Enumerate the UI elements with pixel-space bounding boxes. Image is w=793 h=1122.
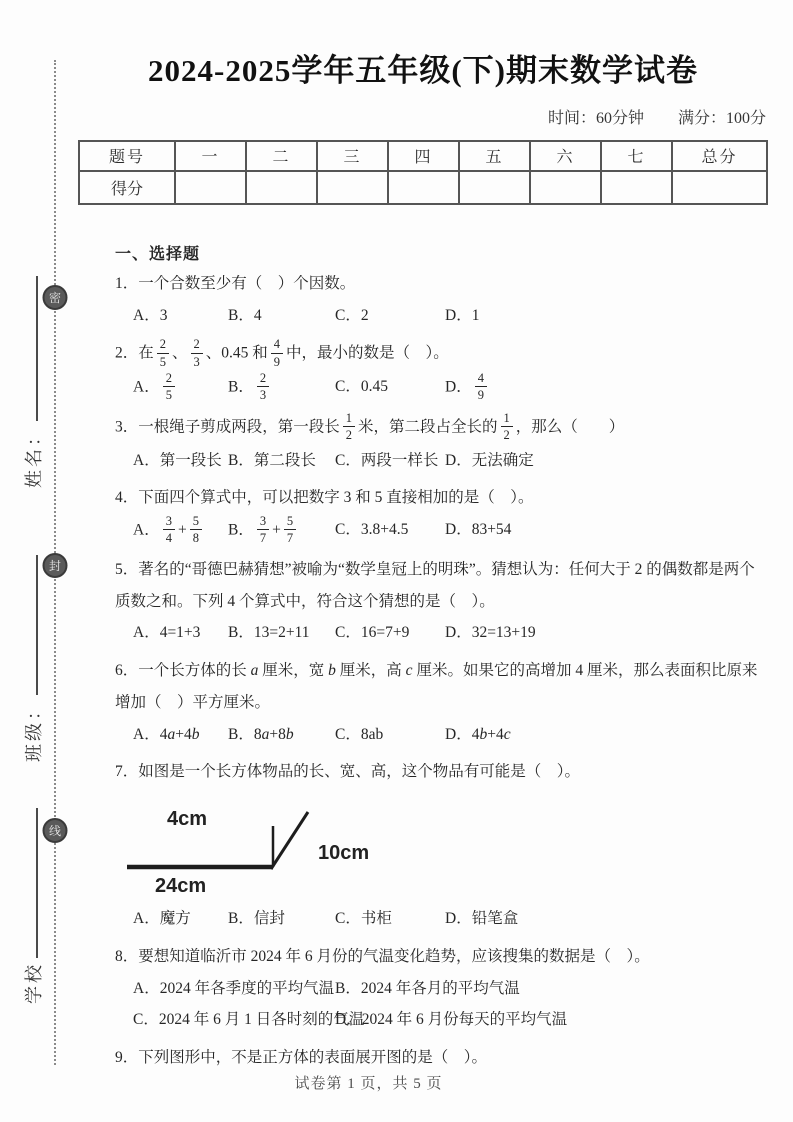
score-table-header-cell: 六	[530, 141, 601, 171]
question-8-option-b: B．2024 年各月的平均气温	[335, 979, 520, 997]
question-5-options	[133, 617, 768, 649]
name-field-label: 姓名：	[24, 425, 44, 488]
score-cell	[246, 171, 317, 204]
seal-stamp-xian: 线	[43, 818, 68, 843]
fraction: $\frac{2}{5}$	[157, 337, 169, 369]
question-5-option-c: C．16=7+9	[335, 624, 410, 642]
score-table-header-cell: 四	[388, 141, 459, 171]
full-score-label: 满分：100分	[677, 109, 766, 127]
question-1-option-d: D．1	[445, 306, 480, 324]
score-cell	[175, 171, 246, 204]
question-3-stem: 3．一根绳子剪成两段，第一段长 $\frac{1}{2}$ 米，第二段占全长的 $\frac{1}{2}$ ，那么（ ）	[115, 410, 625, 443]
class-field-label: 班级：	[24, 699, 44, 762]
seal-stamp-feng: 封	[43, 553, 68, 578]
score-table-header-cell: 五	[459, 141, 530, 171]
class-blank-line	[34, 555, 38, 695]
question-9-stem: 9．下列图形中，不是正方体的表面展开图的是（ ）。	[115, 1049, 488, 1067]
question-1-option-a: A．3	[133, 306, 168, 324]
fraction: $\frac{4}{9}$	[475, 371, 487, 403]
fraction: $\frac{3}{4}$	[163, 514, 175, 546]
question-3-options	[133, 445, 768, 477]
question-8-stem: 8．要想知道临沂市 2024 年 6 月份的气温变化趋势，应该搜集的数据是（ ）。	[115, 947, 650, 965]
question-4-option-d: D．83+54	[445, 521, 512, 539]
fraction: $\frac{5}{8}$	[190, 514, 202, 546]
name-field	[20, 276, 46, 488]
school-field	[20, 808, 46, 1004]
multiple-choice-section	[78, 241, 768, 1074]
score-table-score-row	[79, 171, 767, 204]
score-table-header-cell: 一	[175, 141, 246, 171]
question-7-dimension-figure	[121, 796, 411, 896]
question-7-option-b: B．信封	[228, 910, 285, 928]
question-9	[115, 1042, 768, 1074]
question-2	[115, 337, 768, 405]
question-3-option-c: C．两段一样长	[335, 451, 439, 469]
question-6-option-d: D．4b+4c	[445, 725, 511, 743]
question-6	[115, 655, 768, 750]
question-7-stem: 7．如图是一个长方体物品的长、宽、高，这个物品有可能是（ ）。	[115, 763, 581, 781]
question-4	[115, 482, 768, 548]
figure-label-4cm: 4cm	[167, 808, 208, 831]
question-5-option-d: D．32=13+19	[445, 624, 536, 642]
question-7-options	[133, 903, 768, 935]
fraction: $\frac{2}{3}$	[257, 371, 269, 403]
question-7-option-d: D．铅笔盒	[445, 910, 519, 928]
fraction: $\frac{3}{7}$	[257, 514, 269, 546]
question-3	[115, 411, 768, 477]
question-1-option-b: B．4	[228, 306, 262, 324]
figure-height-line	[271, 812, 308, 869]
section-title: 一、选择题	[115, 245, 201, 263]
question-2-option-d: D． $\frac{4}{9}$	[445, 371, 768, 405]
time-limit-label: 时间：60分钟	[547, 109, 644, 127]
score-cell	[459, 171, 530, 204]
score-cell	[601, 171, 672, 204]
question-1-stem: 1．一个合数至少有（ ）个因数。	[115, 274, 356, 292]
main-content	[78, 52, 768, 1074]
question-5-option-b: B．13=2+11	[228, 624, 310, 642]
question-4-option-b: B． $\frac{3}{7}$ + $\frac{5}{7}$	[228, 514, 335, 548]
page-title: 2024-2025学年五年级(下)期末数学试卷	[148, 53, 698, 88]
score-row-label: 得分	[79, 171, 175, 204]
question-2-option-b: B． $\frac{2}{3}$	[228, 371, 335, 405]
school-blank-line	[34, 808, 38, 958]
fraction: $\frac{2}{5}$	[163, 371, 175, 403]
score-cell	[317, 171, 388, 204]
fraction: $\frac{2}{3}$	[191, 337, 203, 369]
name-blank-line	[34, 276, 38, 421]
exam-info-line	[78, 105, 768, 128]
question-6-stem: 6．一个长方体的长 a 厘米，宽 b 厘米，高 c 厘米。如果它的高增加 4 厘米，那么表面积比原来增加（ ）平方厘米。	[115, 662, 758, 711]
question-7-option-c: C．书柜	[335, 910, 392, 928]
question-4-stem: 4．下面四个算式中，可以把数字 3 和 5 直接相加的是（ ）。	[115, 489, 534, 507]
fraction: $\frac{1}{2}$	[343, 411, 355, 443]
question-2-option-a: A． $\frac{2}{5}$	[133, 371, 228, 405]
fraction: $\frac{4}{9}$	[271, 337, 283, 369]
score-table-header-cell: 二	[246, 141, 317, 171]
question-1-option-c: C．2	[335, 306, 369, 324]
fraction: $\frac{1}{2}$	[501, 411, 513, 443]
score-table-header-cell: 七	[601, 141, 672, 171]
score-table-header-cell: 三	[317, 141, 388, 171]
question-2-option-c: C．0.45	[335, 378, 388, 396]
question-6-option-a: A．4a+4b	[133, 725, 200, 743]
score-cell	[530, 171, 601, 204]
question-4-option-c: C．3.8+4.5	[335, 521, 409, 539]
question-6-option-b: B．8a+8b	[228, 725, 294, 743]
question-1	[115, 268, 768, 332]
score-table-header-cell: 总分	[672, 141, 767, 171]
question-2-stem: 2．在 $\frac{2}{5}$ 、 $\frac{2}{3}$ 、0.45 和 $\frac{4}{9}$ 中，最小的数是（ ）。	[115, 337, 449, 369]
question-4-options	[133, 514, 768, 548]
question-7-option-a: A．魔方	[133, 910, 191, 928]
figure-label-24cm: 24cm	[155, 875, 207, 897]
score-cell	[672, 171, 767, 204]
question-5-stem: 5．著名的“哥德巴赫猜想”被喻为“数学皇冠上的明珠”。猜想认为：任何大于 2 的偶数都是两个质数之和。下列 4 个算式中，符合这个猜想的是（ ）。	[115, 560, 755, 610]
question-3-option-d: D．无法确定	[445, 451, 534, 469]
score-table-header-row	[79, 141, 767, 171]
figure-label-10cm: 10cm	[318, 842, 370, 865]
question-8-options	[133, 973, 768, 1037]
question-2-options	[133, 371, 768, 405]
question-8-option-c: C．2024 年 6 月 1 日各时刻的气温	[133, 1011, 365, 1029]
score-table-header-cell: 题号	[79, 141, 175, 171]
question-4-option-a: A． $\frac{3}{4}$ + $\frac{5}{8}$	[133, 514, 228, 548]
question-1-options	[133, 300, 768, 332]
question-7	[115, 756, 768, 935]
fraction: $\frac{5}{7}$	[284, 514, 296, 546]
score-cell	[388, 171, 459, 204]
question-6-option-c: C．8ab	[335, 725, 384, 743]
question-5-option-a: A．4=1+3	[133, 624, 201, 642]
question-8	[115, 941, 768, 1036]
school-field-label: 学校	[24, 962, 44, 1004]
question-5	[115, 554, 768, 649]
class-field	[20, 555, 46, 762]
question-3-option-a: A．第一段长	[133, 451, 222, 469]
seal-stamp-mi: 密	[43, 285, 68, 310]
question-6-options	[133, 719, 768, 751]
question-3-option-b: B．第二段长	[228, 451, 316, 469]
question-8-option-a: A．2024 年各季度的平均气温	[133, 979, 335, 997]
page-number-footer: 试卷第 1 页，共 5 页	[294, 1076, 443, 1092]
score-table	[78, 140, 768, 205]
question-8-option-d: D．2024 年 6 月份每天的平均气温	[335, 1011, 568, 1029]
